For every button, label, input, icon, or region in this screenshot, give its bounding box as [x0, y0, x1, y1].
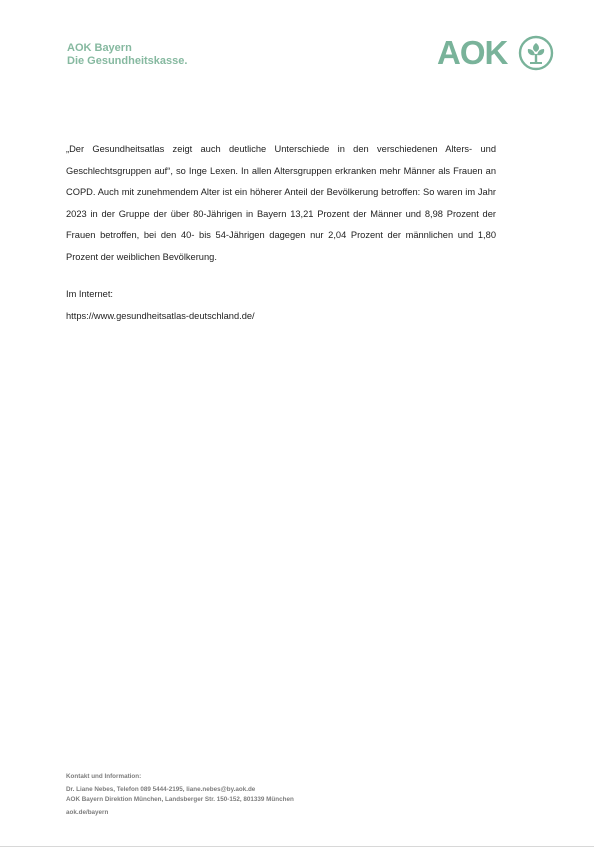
- organization-name: [67, 42, 187, 68]
- body-paragraph: „Der Gesundheitsatlas zeigt auch deutliche Unterschiede in den verschiedenen Alters- und Geschlechtsgruppen auf“, so Inge Lexen. In allen Altersgruppen erkranken mehr Männer als Frauen an COPD. Auch mit zunehmendem Alter ist ein höherer Anteil der Bevölkerung betroffen: So waren im Jahr 2023 in der Gruppe der über 80-Jährigen in Bayern 13,21 Prozent der Männer und 8,98 Prozent der Frauen betroffen, bei den 40- bis 54-Jährigen dagegen nur 2,04 Prozent der männlichen und 1,80 Prozent der weiblichen Bevölkerung.: [66, 144, 496, 262]
- aok-logo: [437, 34, 557, 72]
- page-bottom-divider: [0, 846, 594, 847]
- org-name-line: AOK Bayern: [67, 42, 132, 54]
- org-tagline: Die Gesundheitskasse.: [67, 55, 188, 67]
- footer-web-link[interactable]: aok.de/bayern: [66, 809, 109, 816]
- internet-label: Im Internet:: [66, 289, 114, 299]
- footer-contact: [66, 772, 294, 818]
- logo-wordmark: AOK: [437, 34, 508, 71]
- press-release-body: [66, 139, 496, 327]
- internet-link[interactable]: https://www.gesundheitsatlas-deutschland.de/: [66, 310, 255, 321]
- footer-address: AOK Bayern Direktion München, Landsberger Str. 150-152, 801339 München: [66, 796, 294, 803]
- footer-contact-person: Dr. Liane Nebes, Telefon 089 5444-2195, liane.nebes@by.aok.de: [66, 786, 256, 793]
- aok-tree-icon: [518, 35, 554, 71]
- footer-heading: Kontakt und Information:: [66, 773, 142, 780]
